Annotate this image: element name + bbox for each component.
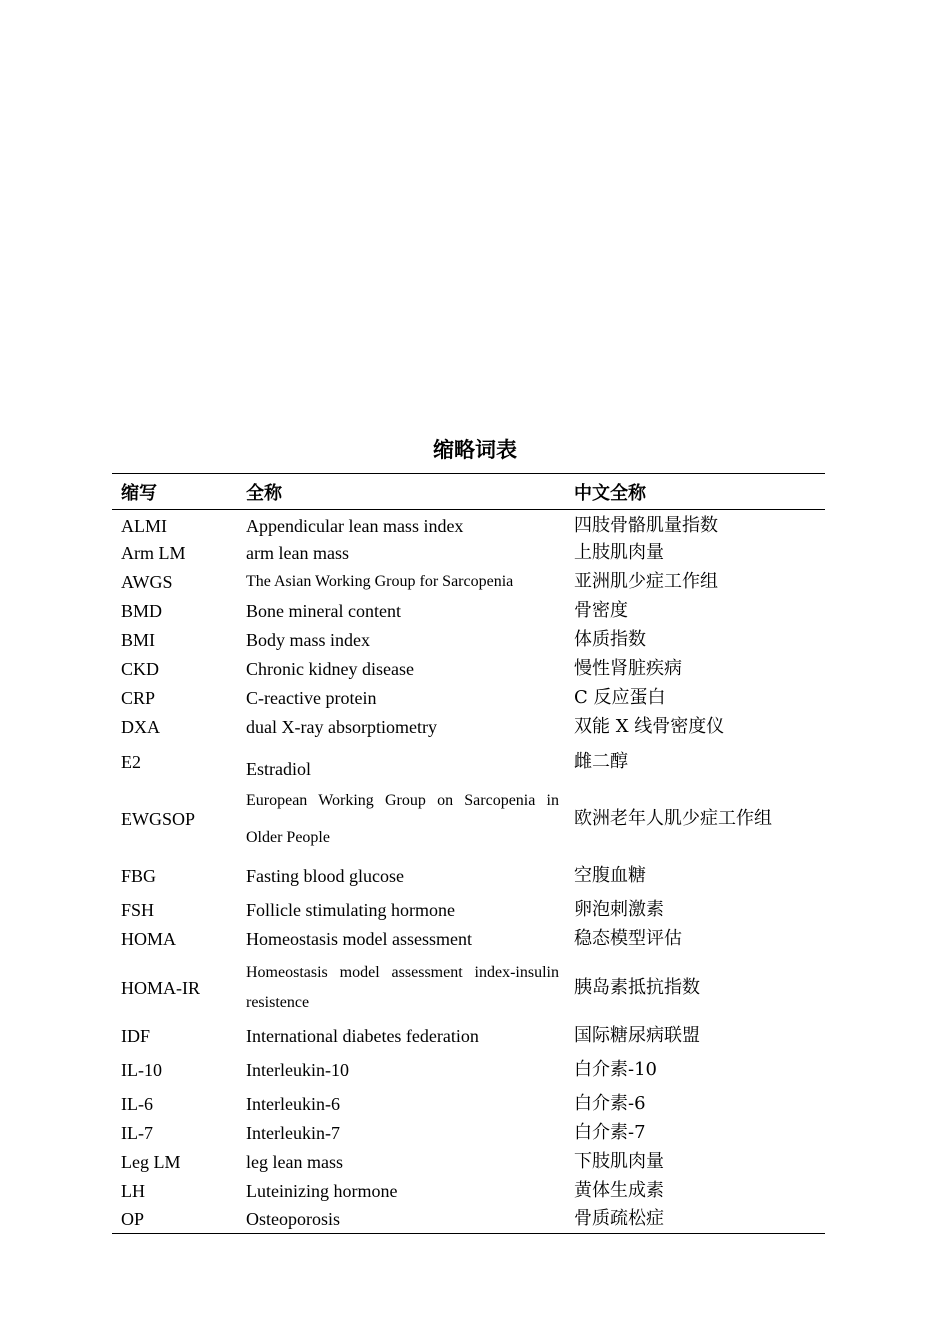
abbreviation-cell: Leg LM [121, 1152, 181, 1172]
full-name-cell: dual X-ray absorptiometry [246, 717, 437, 737]
chinese-name-cell: 空腹血糖 [574, 864, 646, 886]
table-row [112, 925, 825, 954]
chinese-name-cell: 黄体生成素 [574, 1180, 664, 1201]
table-row [112, 1148, 825, 1177]
chinese-name-cell: C 反应蛋白 [574, 687, 666, 708]
table-row [112, 684, 825, 713]
full-name-cell: Homeostasis model assessment [246, 929, 472, 949]
abbreviation-cell: E2 [121, 751, 141, 772]
full-name-cell: Bone mineral content [246, 601, 401, 621]
abbreviation-cell: ALMI [121, 516, 167, 537]
abbreviation-cell: IL-7 [121, 1123, 153, 1143]
chinese-name-cell: 慢性肾脏疾病 [574, 658, 682, 679]
full-name-cell: Luteinizing hormone [246, 1181, 398, 1201]
table-row [112, 1206, 825, 1234]
abbreviation-cell: IDF [121, 1025, 151, 1046]
abbreviation-cell: HOMA-IR [121, 977, 200, 998]
chinese-name-cell: 雌二醇 [574, 750, 628, 772]
header-full-name: 全称 [237, 474, 565, 510]
chinese-name-cell: 亚洲肌少症工作组 [574, 571, 718, 592]
full-name-cell: Follicle stimulating hormone [246, 900, 455, 920]
abbreviation-cell: HOMA [121, 929, 177, 949]
table-row [112, 896, 825, 925]
full-name-cell: European Working Group on Sarcopenia in Older People [246, 791, 559, 846]
page-title: 缩略词表 [433, 438, 517, 462]
table-row [112, 1119, 825, 1148]
chinese-name-cell: 下肢肌肉量 [574, 1151, 664, 1172]
chinese-name-cell: 国际糖尿病联盟 [574, 1024, 700, 1046]
chinese-name-cell: 欧洲老年人肌少症工作组 [574, 807, 772, 829]
table-row [112, 626, 825, 655]
full-name-cell: Chronic kidney disease [246, 659, 414, 679]
full-name-cell: Homeostasis model assessment index-insulin resistence [246, 963, 559, 1011]
table-row [112, 1177, 825, 1206]
abbreviation-cell: FSH [121, 900, 155, 920]
table-row [112, 782, 825, 856]
abbreviation-cell: CRP [121, 688, 156, 708]
full-name-cell: Interleukin-10 [246, 1059, 349, 1080]
abbreviation-cell: IL-10 [121, 1059, 162, 1080]
abbreviation-cell: IL-6 [121, 1094, 153, 1114]
chinese-name-cell: 白介素-10 [574, 1058, 657, 1080]
chinese-name-cell: 白介素-6 [574, 1093, 646, 1114]
full-name-cell: Estradiol [246, 758, 311, 779]
full-name-cell: Osteoporosis [246, 1209, 340, 1230]
abbreviation-cell: CKD [121, 659, 160, 679]
abbreviation-cell: DXA [121, 717, 160, 737]
full-name-cell: Interleukin-6 [246, 1094, 340, 1114]
abbreviation-cell: FBG [121, 865, 157, 886]
chinese-name-cell: 白介素-7 [574, 1122, 646, 1143]
table-row [112, 1050, 825, 1090]
full-name-cell: Interleukin-7 [246, 1123, 340, 1143]
table-row [112, 856, 825, 896]
full-name-cell: International diabetes federation [246, 1025, 479, 1046]
chinese-name-cell: 四肢骨骼肌量指数 [574, 515, 718, 537]
abbreviation-cell: BMD [121, 601, 163, 621]
table-row [112, 568, 825, 597]
chinese-name-cell: 骨质疏松症 [574, 1208, 664, 1230]
chinese-name-cell: 胰岛素抵抗指数 [574, 976, 700, 998]
table-row [112, 742, 825, 782]
full-name-cell: Appendicular lean mass index [246, 516, 464, 537]
table-row [112, 1090, 825, 1119]
full-name-cell: arm lean mass [246, 543, 349, 563]
abbreviation-cell: BMI [121, 630, 156, 650]
header-chinese-name: 中文全称 [565, 474, 825, 510]
chinese-name-cell: 稳态模型评估 [574, 928, 682, 949]
table-row [112, 655, 825, 684]
abbreviation-cell: LH [121, 1181, 145, 1201]
chinese-name-cell: 体质指数 [574, 629, 646, 650]
abbreviation-cell: OP [121, 1209, 145, 1230]
table-row [112, 539, 825, 568]
full-name-cell: Fasting blood glucose [246, 865, 404, 886]
abbreviation-cell: EWGSOP [121, 808, 196, 829]
table-row [112, 1022, 825, 1050]
table-row [112, 713, 825, 742]
full-name-cell: C-reactive protein [246, 688, 377, 708]
full-name-cell: Body mass index [246, 630, 370, 650]
chinese-name-cell: 双能 X 线骨密度仪 [574, 716, 725, 737]
chinese-name-cell: 骨密度 [574, 600, 628, 621]
chinese-name-cell: 卵泡刺激素 [574, 899, 664, 920]
table-header-row [112, 474, 825, 510]
table-row [112, 597, 825, 626]
abbreviation-cell: Arm LM [121, 543, 186, 563]
full-name-cell: The Asian Working Group for Sarcopenia [246, 573, 514, 590]
chinese-name-cell: 上肢肌肉量 [574, 542, 664, 563]
table-row [112, 510, 825, 539]
header-abbreviation: 缩写 [112, 474, 237, 510]
abbreviation-table [112, 473, 825, 1234]
abbreviation-cell: AWGS [121, 572, 173, 592]
full-name-cell: leg lean mass [246, 1152, 343, 1172]
table-row [112, 954, 825, 1022]
